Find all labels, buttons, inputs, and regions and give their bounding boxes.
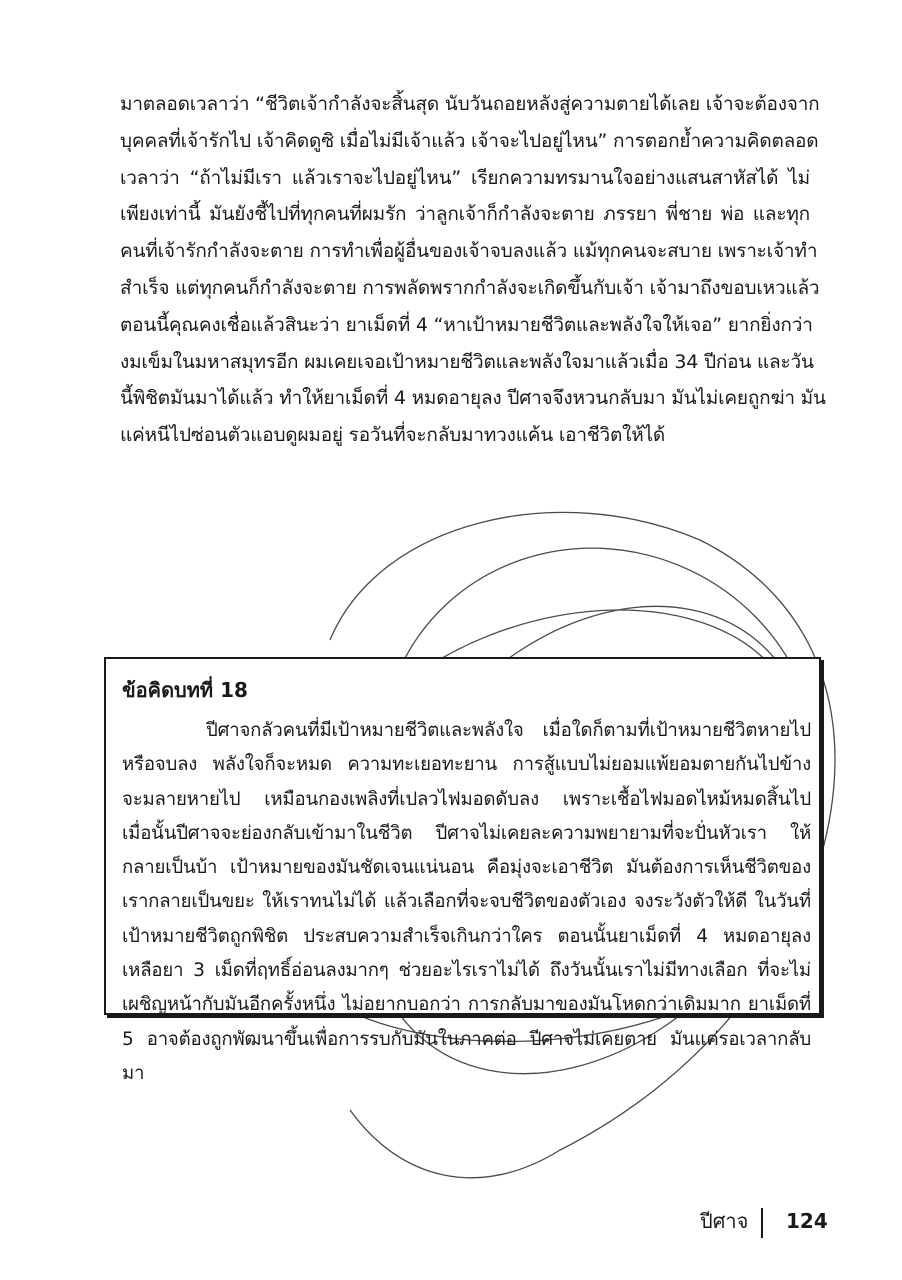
lesson-line: เป้าหมายชีวิตถูกพิชิต ประสบความสำเร็จเกินกว่าใคร ตอนนั้นยาเม็ดที่ 4 หมดอายุลง: [122, 925, 811, 947]
paragraph-line: งมเข็มในมหาสมุทรอีก ผมเคยเจอเป้าหมายชีวิตและพลังใจมาแล้วเมื่อ 34 ปีก่อน และวัน: [120, 350, 814, 373]
footer-divider: [761, 1208, 763, 1238]
lesson-line: เรากลายเป็นขยะ ให้เราทนไม่ได้ แล้วเลือกที่จะจบชีวิตของตัวเอง จงระวังตัวให้ดี ในวันที่: [122, 891, 811, 913]
paragraph-line: แค่หนีไปซ่อนตัวแอบดูผมอยู่ รอวันที่จะกลับมาทวงแค้น เอาชีวิตให้ได้: [120, 424, 666, 447]
paragraph-line: บุคคลที่เจ้ารักไป เจ้าคิดดูซิ เมื่อไม่มีเจ้าแล้ว เจ้าจะไปอยู่ไหน” การตอกย้ำความคิดตลอด: [120, 129, 819, 152]
lesson-line: กลายเป็นบ้า เป้าหมายของมันชัดเจนแน่นอน คือมุ่งจะเอาชีวิต มันต้องการเห็นชีวิตของ: [122, 857, 811, 879]
lesson-line: เหลือยา 3 เม็ดที่ฤทธิ์อ่อนลงมากๆ ช่วยอะไรเราไม่ได้ ถึงวันนั้นเราไม่มีทางเลือก ที่จะไม่: [122, 960, 811, 982]
lesson-line: เมื่อนั้นปีศาจจะย่องกลับเข้ามาในชีวิต ปีศาจไม่เคยละความพยายามที่จะปั่นหัวเรา ให้: [122, 822, 811, 844]
lesson-line: จะมลายหายไป เหมือนกองเพลิงที่เปลวไฟมอดดับลง เพราะเชื้อไฟมอดไหม้หมดสิ้นไป: [122, 788, 811, 810]
lesson-line: หรือจบลง พลังใจก็จะหมด ความทะเยอทะยาน การสู้แบบไม่ยอมแพ้ยอมตายกันไปข้าง: [122, 754, 811, 776]
paragraph-line: เวลาว่า “ถ้าไม่มีเรา แล้วเราจะไปอยู่ไหน” เรียกความทรมานใจอย่างแสนสาหัสได้ ไม่: [120, 166, 810, 189]
paragraph-line: นี้พิชิตมันมาได้แล้ว ทำให้ยาเม็ดที่ 4 หมดอายุลง ปีศาจจึงหวนกลับมา มันไม่เคยถูกฆ่า มัน: [120, 387, 826, 410]
lesson-line: 5 อาจต้องถูกพัฒนาขึ้นเพื่อการรบกับมันในภาคต่อ ปีศาจไม่เคยตาย มันแค่รอเวลากลับ: [122, 1028, 811, 1050]
paragraph-line: เพียงเท่านี้ มันยังชี้ไปที่ทุกคนที่ผมรัก ว่าลูกเจ้าก็กำลังจะตาย ภรรยา พี่ชาย พ่อ และทุก: [120, 203, 810, 226]
paragraph-line: คนที่เจ้ารักกำลังจะตาย การทำเพื่อผู้อื่นของเจ้าจบลงแล้ว แม้ทุกคนจะสบาย เพราะเจ้าทำ: [120, 240, 818, 263]
lesson-line: เผชิญหน้ากับมันอีกครั้งหนึ่ง ไม่อยากบอกว่า การกลับมาของมันโหดกว่าเดิมมาก ยาเม็ดที่: [122, 994, 811, 1016]
page-number: 124: [786, 1209, 828, 1233]
lesson-body: [122, 714, 811, 1091]
paragraph-line: มาตลอดเวลาว่า “ชีวิตเจ้ากำลังจะสิ้นสุด นับวันถอยหลังสู่ความตายได้เลย เจ้าจะต้องจาก: [120, 93, 820, 115]
lesson-line: ปีศาจกลัวคนที่มีเป้าหมายชีวิตและพลังใจ เมื่อใดก็ตามที่เป้าหมายชีวิตหายไป: [206, 720, 811, 741]
paragraph-line: ตอนนี้คุณคงเชื่อแล้วสินะว่า ยาเม็ดที่ 4 “หาเป้าหมายชีวิตและพลังใจให้เจอ” ยากยิ่งกว่า: [120, 313, 813, 336]
lesson-title: ข้อคิดบทที่ 18: [122, 678, 248, 702]
paragraph-line: สำเร็จ แต่ทุกคนก็กำลังจะตาย การพลัดพรากกำลังจะเกิดขึ้นกับเจ้า เจ้ามาถึงขอบเหวแล้ว: [120, 276, 820, 299]
lesson-line: มา: [122, 1062, 145, 1084]
lesson-box: [104, 657, 821, 1084]
footer-book-title: ปีศาจ: [700, 1209, 749, 1233]
